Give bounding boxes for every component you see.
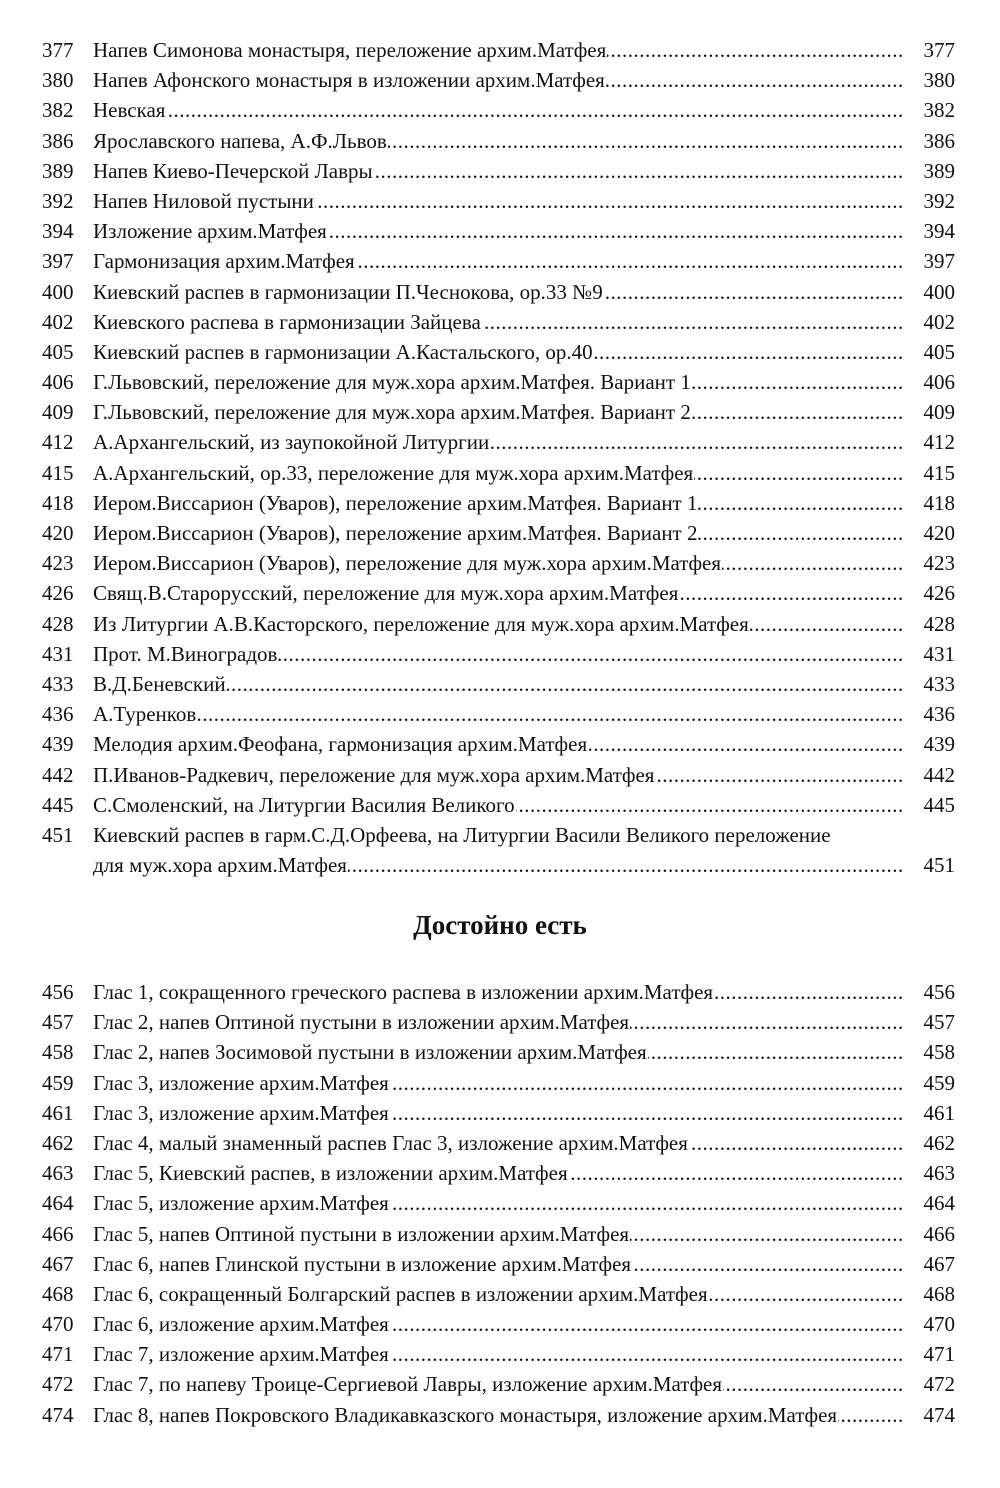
entry-title <box>93 277 905 307</box>
entry-page-number: 442 <box>923 762 955 787</box>
entry-number: 458 <box>42 1040 74 1065</box>
entry-page-number: 397 <box>923 249 955 274</box>
entry-title <box>93 1309 905 1339</box>
toc-list-2 <box>0 977 1000 1430</box>
entry-title-text: Иером.Виссарион (Уваров), переложение архим.Матфея. Вариант 1 <box>93 490 698 515</box>
entry-title-text: Глас 5, напев Оптиной пустыни в изложении архим.Матфея <box>93 1221 630 1246</box>
toc-entry <box>0 639 1000 669</box>
entry-number: 426 <box>42 581 74 606</box>
entry-page-number: 468 <box>923 1281 955 1306</box>
entry-title <box>93 699 905 729</box>
entry-title <box>93 1128 905 1158</box>
entry-title-text: Свящ.В.Старорусский, переложение для муж.хора архим.Матфея <box>93 581 679 606</box>
toc-entry <box>0 488 1000 518</box>
entry-page-number: 405 <box>923 339 955 364</box>
toc-entry <box>0 1128 1000 1158</box>
entry-page-number: 459 <box>923 1070 955 1095</box>
entry-number: 474 <box>42 1402 74 1427</box>
toc-entry <box>0 729 1000 759</box>
entry-page-number: 394 <box>923 219 955 244</box>
entry-page-number: 470 <box>923 1312 955 1337</box>
toc-entry-multiline <box>0 820 1000 880</box>
entry-title-text: Из Литургии А.В.Касторского, переложение для муж.хора архим.Матфея <box>93 611 749 636</box>
entry-page-number: 382 <box>923 98 955 123</box>
entry-number: 461 <box>42 1100 74 1125</box>
entry-title <box>93 65 905 95</box>
entry-page-number: 377 <box>923 38 955 62</box>
entry-title-text: В.Д.Беневский <box>93 671 226 696</box>
toc-entry <box>0 35 1000 65</box>
entry-title <box>93 1249 905 1279</box>
entry-page-number: 451 <box>923 853 955 878</box>
entry-page-number: 386 <box>923 128 955 153</box>
entry-title <box>93 1219 905 1249</box>
toc-entry <box>0 458 1000 488</box>
toc-entry <box>0 367 1000 397</box>
entry-title-text: Гармонизация архим.Матфея <box>93 249 355 274</box>
entry-title-text: Глас 2, напев Оптиной пустыни в изложении архим.Матфея <box>93 1010 630 1035</box>
entry-title <box>93 458 905 488</box>
entry-title <box>93 95 905 125</box>
entry-number: 468 <box>42 1281 74 1306</box>
entry-title <box>93 337 905 367</box>
toc-entry <box>0 427 1000 457</box>
entry-page-number: 467 <box>923 1251 955 1276</box>
entry-title-text: Г.Львовский, переложение для муж.хора архим.Матфея. Вариант 2 <box>93 400 691 425</box>
entry-page-number: 458 <box>923 1040 955 1065</box>
toc-entry <box>0 1309 1000 1339</box>
entry-title-text: Глас 6, напев Глинской пустыни в изложение архим.Матфея <box>93 1251 632 1276</box>
entry-number: 462 <box>42 1130 74 1155</box>
entry-page-number: 457 <box>923 1010 955 1035</box>
entry-title-text: А.Архангельский, из заупокойной Литургии <box>93 430 490 455</box>
entry-title-text: Глас 2, напев Зосимовой пустыни в изложении архим.Матфея <box>93 1040 647 1065</box>
toc-entry <box>0 760 1000 790</box>
toc-entry <box>0 518 1000 548</box>
toc-entry <box>0 548 1000 578</box>
entry-number: 415 <box>42 460 74 485</box>
toc-list-1 <box>0 35 1000 880</box>
entry-title-text: для муж.хора архим.Матфея <box>93 853 347 878</box>
entry-title-text: Глас 3, изложение архим.Матфея <box>93 1070 389 1095</box>
toc-entry <box>0 337 1000 367</box>
entry-title <box>93 1098 905 1128</box>
toc-entry <box>0 1219 1000 1249</box>
entry-number: 382 <box>42 98 74 123</box>
entry-title <box>93 639 905 669</box>
entry-page-number: 409 <box>923 400 955 425</box>
entry-number: 392 <box>42 188 74 213</box>
entry-title-text: Изложение архим.Матфея <box>93 219 327 244</box>
entry-page-number: 463 <box>923 1161 955 1186</box>
entry-title-text: Киевского распева в гармонизации Зайцева <box>93 309 481 334</box>
section-title: Достойно есть <box>413 910 587 940</box>
entry-number: 459 <box>42 1070 74 1095</box>
entry-title-text: Иером.Виссарион (Уваров), переложение архим.Матфея. Вариант 2 <box>93 521 698 545</box>
entry-title <box>93 609 905 639</box>
entry-number: 431 <box>42 641 74 666</box>
entry-page-number: 406 <box>923 370 955 395</box>
toc-entry <box>0 790 1000 820</box>
entry-title <box>93 1339 905 1369</box>
entry-title-text: Глас 4, малый знаменный распев Глас 3, изложение архим.Матфея <box>93 1130 688 1155</box>
entry-title <box>93 126 905 156</box>
entry-page-number: 433 <box>923 671 955 696</box>
entry-title-text: Иером.Виссарион (Уваров), переложение для муж.хора архим.Матфея <box>93 551 722 576</box>
entry-page-number: 423 <box>923 551 955 576</box>
entry-title <box>93 669 905 699</box>
entry-number: 420 <box>42 521 74 545</box>
toc-entry <box>0 397 1000 427</box>
entry-page-number: 418 <box>923 490 955 515</box>
entry-number: 386 <box>42 128 74 153</box>
entry-title-text: Глас 5, Киевский распев, в изложении архим.Матфея <box>93 1161 568 1186</box>
entry-title <box>93 488 905 518</box>
entry-title <box>93 367 905 397</box>
entry-number: 471 <box>42 1342 74 1367</box>
entry-page-number: 439 <box>923 732 955 757</box>
entry-page-number: 466 <box>923 1221 955 1246</box>
entry-title-text: Г.Львовский, переложение для муж.хора архим.Матфея. Вариант 1 <box>93 370 691 395</box>
toc-entry <box>0 1037 1000 1067</box>
entry-number: 467 <box>42 1251 74 1276</box>
entry-title-text: П.Иванов-Радкевич, переложение для муж.хора архим.Матфея <box>93 762 655 787</box>
entry-number: 451 <box>42 822 74 847</box>
toc-entry <box>0 578 1000 608</box>
entry-title-text: Напев Киево-Печерской Лавры <box>93 158 373 183</box>
entry-number: 380 <box>42 68 74 93</box>
entry-title-text: Киевский распев в гармонизации П.Чеснокова, ор.33 №9 <box>93 279 603 304</box>
entry-title-text: Киевский распев в гармонизации А.Кастальского, ор.40 <box>93 339 593 364</box>
entry-title <box>93 977 905 1007</box>
toc-entry <box>0 1400 1000 1430</box>
entry-page-number: 392 <box>923 188 955 213</box>
entry-page-number: 464 <box>923 1191 955 1216</box>
entry-page-number: 389 <box>923 158 955 183</box>
entry-number: 436 <box>42 702 74 727</box>
entry-title <box>93 578 905 608</box>
entry-title <box>93 1279 905 1309</box>
entry-page-number: 461 <box>923 1100 955 1125</box>
entry-page-number: 412 <box>923 430 955 455</box>
entry-title-text: А.Туренков <box>93 702 197 727</box>
entry-number: 389 <box>42 158 74 183</box>
entry-page-number: 426 <box>923 581 955 606</box>
entry-number: 442 <box>42 762 74 787</box>
entry-page-number: 380 <box>923 68 955 93</box>
entry-title-text: Напев Афонского монастыря в изложении архим.Матфея <box>93 68 605 93</box>
entry-number: 470 <box>42 1312 74 1337</box>
toc-entry <box>0 1098 1000 1128</box>
entry-page-number: 428 <box>923 611 955 636</box>
entry-title <box>93 1068 905 1098</box>
entry-page-number: 456 <box>923 980 955 1004</box>
entry-title-text: Глас 3, изложение архим.Матфея <box>93 1100 389 1125</box>
entry-title <box>93 216 905 246</box>
entry-number: 409 <box>42 400 74 425</box>
entry-number: 423 <box>42 551 74 576</box>
entry-number: 439 <box>42 732 74 757</box>
entry-number: 412 <box>42 430 74 455</box>
entry-page-number: 415 <box>923 460 955 485</box>
toc-entry <box>0 95 1000 125</box>
entry-title <box>93 186 905 216</box>
entry-title-text: Глас 7, по напеву Троице-Сергиевой Лавры, изложение архим.Матфея <box>93 1372 723 1397</box>
toc-entry <box>0 699 1000 729</box>
entry-title <box>93 1007 905 1037</box>
entry-number: 472 <box>42 1372 74 1397</box>
toc-entry <box>0 1068 1000 1098</box>
entry-title <box>93 307 905 337</box>
entry-number: 445 <box>42 792 74 817</box>
entry-title <box>93 35 905 65</box>
entry-title-text: Глас 6, изложение архим.Матфея <box>93 1312 389 1337</box>
entry-number: 428 <box>42 611 74 636</box>
toc-entry <box>0 246 1000 276</box>
toc-entry <box>0 1369 1000 1399</box>
entry-page-number: 431 <box>923 641 955 666</box>
entry-page-number: 445 <box>923 792 955 817</box>
toc-entry <box>0 977 1000 1007</box>
toc-entry <box>0 156 1000 186</box>
toc-entry <box>0 609 1000 639</box>
toc-entry <box>0 1188 1000 1218</box>
entry-title-text: Напев Ниловой пустыни <box>93 188 314 213</box>
toc-entry <box>0 669 1000 699</box>
entry-title <box>93 1188 905 1218</box>
entry-title-text: А.Архангельский, ор.33, переложение для муж.хора архим.Матфея <box>93 460 694 485</box>
entry-number: 418 <box>42 490 74 515</box>
entry-title-text: С.Смоленский, на Литургии Василия Великого <box>93 792 515 817</box>
entry-number: 456 <box>42 980 74 1004</box>
entry-title-text: Прот. М.Виноградов <box>93 641 278 666</box>
entry-title <box>93 518 905 548</box>
entry-number: 463 <box>42 1161 74 1186</box>
toc-entry <box>0 1249 1000 1279</box>
entry-title-text: Напев Симонова монастыря, переложение архим.Матфея <box>93 38 607 62</box>
toc-entry <box>0 307 1000 337</box>
entry-title <box>93 1037 905 1067</box>
entry-title-text: Глас 6, сокращенный Болгарский распев в изложении архим.Матфея <box>93 1281 708 1306</box>
toc-entry <box>0 1279 1000 1309</box>
entry-number: 457 <box>42 1010 74 1035</box>
entry-title-text: Глас 8, напев Покровского Владикавказского монастыря, изложение архим.Матфея <box>93 1402 838 1427</box>
entry-page-number: 402 <box>923 309 955 334</box>
entry-title-text: Невская <box>93 98 166 123</box>
entry-page-number: 462 <box>923 1130 955 1155</box>
toc-entry <box>0 1158 1000 1188</box>
entry-title <box>93 790 905 820</box>
entry-title <box>93 427 905 457</box>
entry-number: 464 <box>42 1191 74 1216</box>
entry-number: 377 <box>42 38 74 62</box>
entry-page-number: 400 <box>923 279 955 304</box>
toc-entry <box>0 1339 1000 1369</box>
entry-title <box>93 156 905 186</box>
entry-title <box>93 1158 905 1188</box>
entry-number: 405 <box>42 339 74 364</box>
entry-number: 402 <box>42 309 74 334</box>
entry-number: 394 <box>42 219 74 244</box>
entry-number: 406 <box>42 370 74 395</box>
toc-entry <box>0 216 1000 246</box>
entry-page-number: 471 <box>923 1342 955 1367</box>
entry-title <box>93 1400 905 1430</box>
entry-number: 397 <box>42 249 74 274</box>
entry-title <box>93 397 905 427</box>
toc-entry <box>0 126 1000 156</box>
entry-title-text: Глас 5, изложение архим.Матфея <box>93 1191 389 1216</box>
entry-title-text: Глас 1, сокращенного греческого распева в изложении архим.Матфея <box>93 980 714 1004</box>
dot-leader <box>93 95 905 125</box>
entry-title <box>93 548 905 578</box>
entry-number: 466 <box>42 1221 74 1246</box>
entry-number: 400 <box>42 279 74 304</box>
entry-title-text: Мелодия архим.Феофана, гармонизация архим.Матфея <box>93 732 588 757</box>
entry-page-number: 420 <box>923 521 955 545</box>
entry-page-number: 436 <box>923 702 955 727</box>
entry-title <box>93 760 905 790</box>
entry-title-line-1: Киевский распев в гарм.С.Д.Орфеева, на Литургии Васили Великого переложение <box>93 822 831 847</box>
toc-entry <box>0 1007 1000 1037</box>
toc-entry <box>0 65 1000 95</box>
dot-leader <box>93 699 905 729</box>
entry-page-number: 472 <box>923 1372 955 1397</box>
entry-number: 433 <box>42 671 74 696</box>
entry-title <box>93 246 905 276</box>
entry-title <box>93 1369 905 1399</box>
toc-entry <box>0 277 1000 307</box>
toc-entry <box>0 186 1000 216</box>
entry-title-line-2 <box>93 850 905 880</box>
entry-page-number: 474 <box>923 1402 955 1427</box>
entry-title-text: Ярославского напева, А.Ф.Львов <box>93 128 387 153</box>
entry-title-text: Глас 7, изложение архим.Матфея <box>93 1342 389 1367</box>
entry-title <box>93 729 905 759</box>
